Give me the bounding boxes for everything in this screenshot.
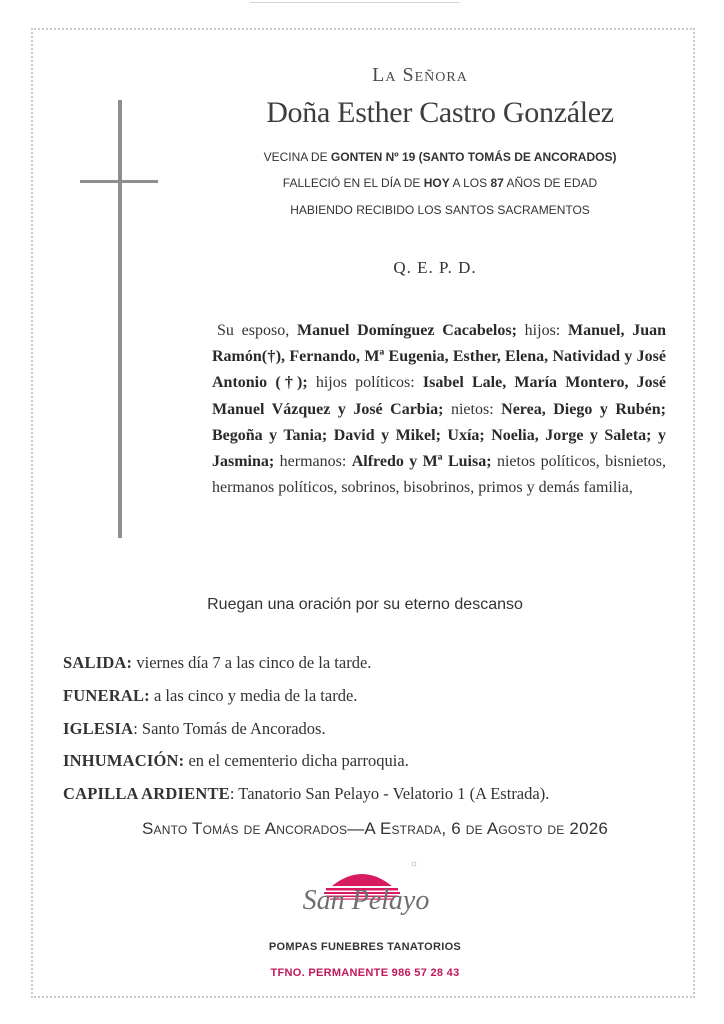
inhumacion-row	[63, 751, 683, 771]
capilla-row	[63, 784, 683, 804]
family-spouse: Manuel Domínguez Cacabelos;	[296, 322, 517, 339]
company-services: POMPAS FUNEBRES TANATORIOS	[268, 941, 462, 953]
cross-icon	[118, 100, 122, 538]
funeral-value: a las cinco y media de la tarde.	[149, 686, 358, 705]
prayer-request: Ruegan una oración por su eterno descanso	[207, 596, 523, 613]
death-day: HOY	[423, 176, 450, 190]
salida-label: SALIDA:	[63, 653, 133, 672]
family-text: hijos políticos:	[307, 374, 423, 392]
family-text: nietos políticos, bisnietos, hermanos políticos, sobrinos, bisobrinos, primos y demás familia,	[212, 453, 666, 497]
death-text-1: FALLECIÓ EN EL DÍA DE	[282, 176, 424, 190]
family-text: hijos:	[516, 322, 568, 339]
family-children: Manuel, Juan Ramón(†), Fernando, Mª Eugenia, Esther, Elena, Natividad y José Antonio (†);	[212, 322, 666, 392]
death-text-2: A LOS	[449, 176, 491, 190]
honorific-heading: La Señora	[372, 64, 468, 86]
capilla-label: CAPILLA ARDIENTE	[63, 784, 230, 803]
family-children-in-law: Isabel Lale, María Montero, José Manuel Vázquez y José Carbia;	[212, 374, 666, 418]
deceased-name: Doña Esther Castro González	[266, 96, 614, 129]
family-text: hermanos:	[274, 453, 352, 471]
funeral-row	[63, 686, 683, 706]
funeral-label: FUNERAL:	[63, 686, 150, 705]
family-text: nietos:	[443, 400, 502, 418]
iglesia-row	[63, 719, 683, 739]
inhumacion-value: en el cementerio dicha parroquia.	[184, 751, 409, 770]
residence-line	[210, 150, 670, 164]
capilla-value: : Tanatorio San Pelayo - Velatorio 1 (A Estrada).	[229, 784, 550, 803]
salida-row	[63, 653, 683, 673]
top-rule	[250, 2, 460, 3]
inhumacion-label: INHUMACIÓN:	[63, 751, 185, 770]
residence-prefix: VECINA DE	[263, 150, 331, 164]
cross-bar	[80, 180, 158, 183]
family-paragraph	[212, 318, 666, 501]
death-line	[210, 176, 670, 190]
family-siblings: Alfredo y Mª Luisa;	[351, 453, 492, 471]
sacraments-line: HABIENDO RECIBIDO LOS SANTOS SACRAMENTOS	[290, 203, 590, 217]
death-text-3: AÑOS DE EDAD	[503, 176, 598, 190]
residence-address: GONTEN Nº 19 (SANTO TOMÁS DE ANCORADOS)	[330, 150, 617, 164]
family-text: Su esposo,	[217, 322, 297, 339]
page-border	[31, 28, 695, 998]
salida-value: viernes día 7 a las cinco de la tarde.	[132, 653, 372, 672]
qepd-text: Q. E. P. D.	[393, 258, 477, 277]
family-grandchildren: Nerea, Diego y Rubén; Begoña y Tania; David y Mikel; Uxía; Noelia, Jorge y Saleta; y Jasmina;	[212, 400, 666, 471]
death-age: 87	[490, 176, 504, 190]
place-date-line: Santo Tomás de Ancorados—A Estrada, 6 de Agosto de 2026	[141, 819, 609, 838]
iglesia-label: IGLESIA	[63, 719, 134, 738]
iglesia-value: : Santo Tomás de Ancorados.	[133, 719, 326, 738]
company-phone: TFNO. PERMANENTE 986 57 28 43	[270, 967, 460, 979]
company-logo-text: San Pelayo	[302, 885, 430, 916]
